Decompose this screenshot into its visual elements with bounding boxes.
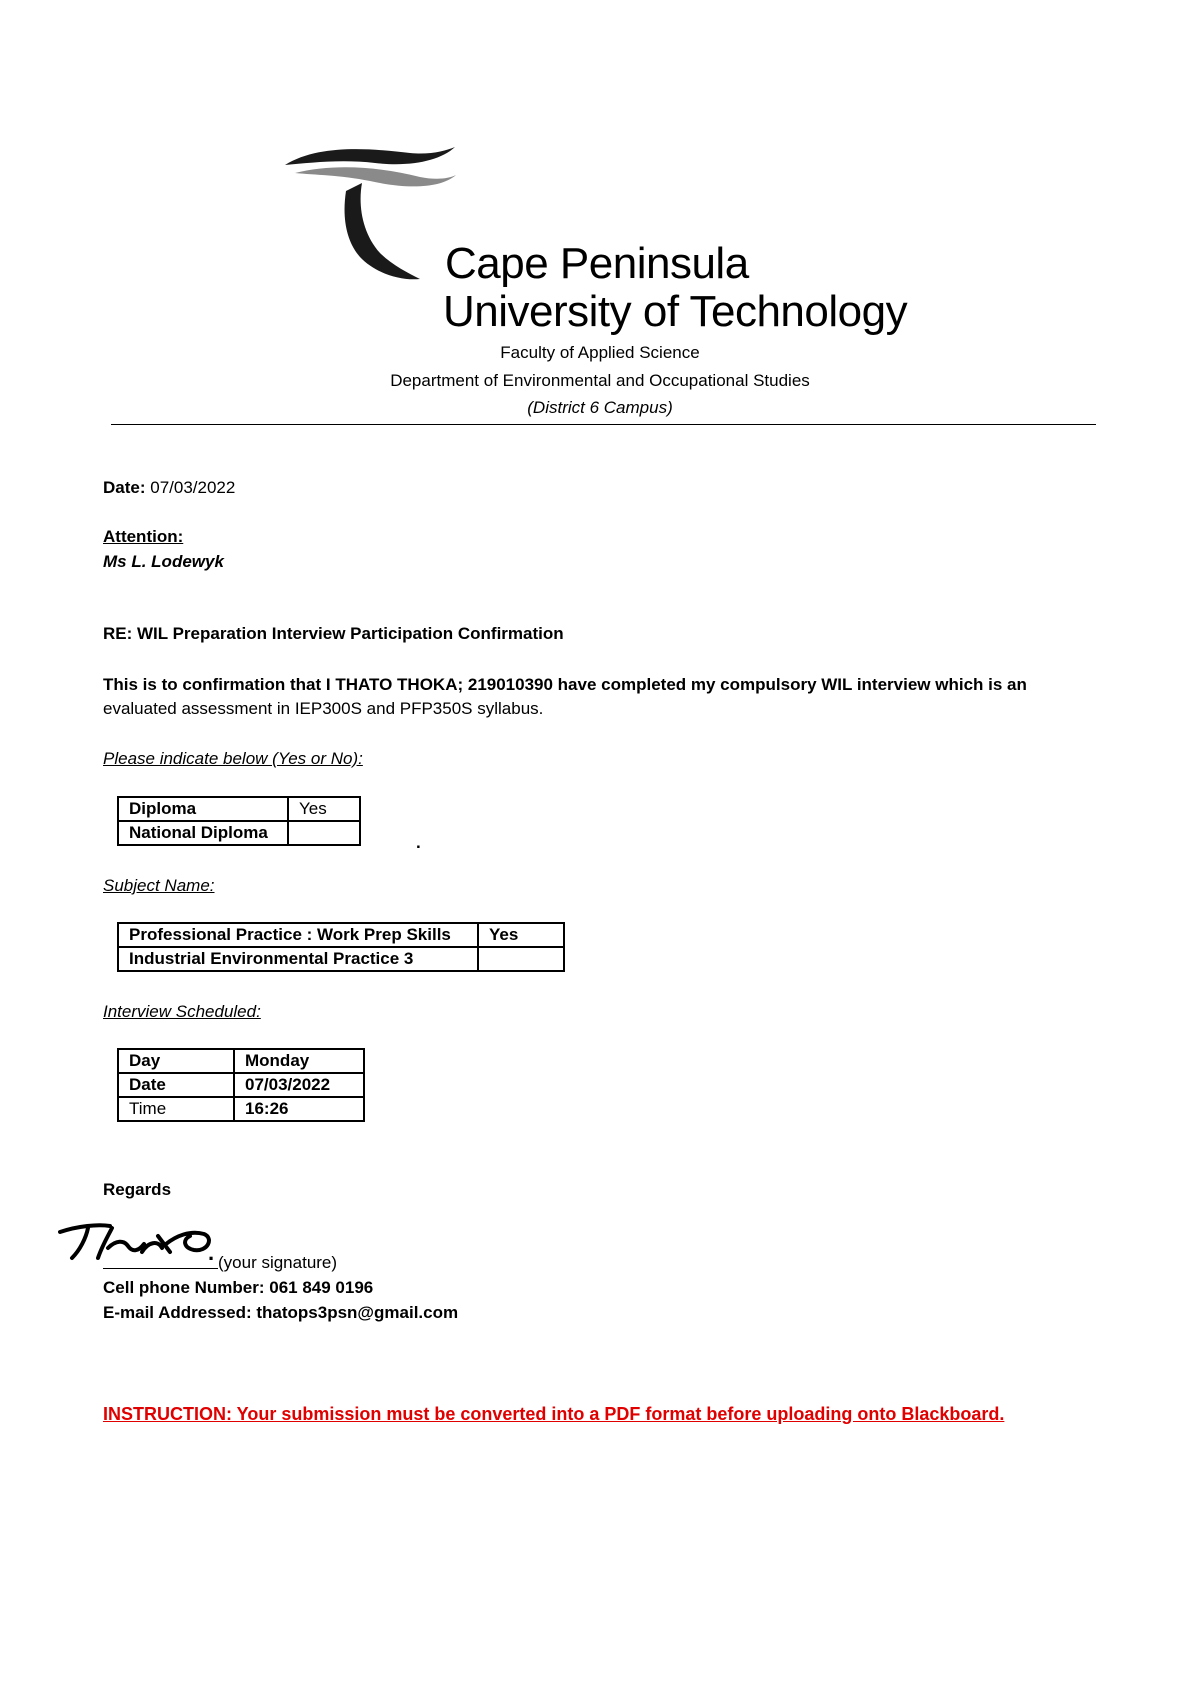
signature-line: [103, 1268, 218, 1269]
signature-note: (your signature): [218, 1253, 338, 1272]
subject-label: Subject Name:: [103, 876, 215, 895]
email-label: E-mail Addressed:: [103, 1303, 252, 1322]
qualification-label: National Diploma: [118, 821, 288, 845]
subject-value: Yes: [478, 923, 564, 947]
re-line: RE: WIL Preparation Interview Participation Confirmation: [103, 624, 564, 643]
attention-name: Ms L. Lodewyk: [103, 552, 224, 571]
interview-label: Interview Scheduled:: [103, 1002, 261, 1021]
interview-value: 07/03/2022: [234, 1073, 364, 1097]
instruction-text: INSTRUCTION: Your submission must be converted into a PDF format before uploading onto Blackboard.: [103, 1404, 1005, 1424]
qualification-table: [117, 796, 361, 846]
table-row: [118, 1097, 364, 1121]
faculty-title: Faculty of Applied Science: [500, 343, 700, 362]
stray-mark: .: [416, 833, 421, 852]
subject-table: [117, 922, 565, 972]
cell-label: Cell phone Number:: [103, 1278, 265, 1297]
university-name-line1: Cape Peninsula: [445, 239, 749, 288]
letter-date: [103, 477, 235, 499]
university-name-line2: University of Technology: [443, 287, 908, 336]
qualification-label: Diploma: [118, 797, 288, 821]
attention-label: Attention:: [103, 527, 184, 546]
cell-value: 061 849 0196: [269, 1278, 374, 1297]
email: [103, 1302, 458, 1324]
date-value: 07/03/2022: [150, 478, 236, 497]
email-value: thatops3psn@gmail.com: [256, 1303, 459, 1322]
date-label: Date:: [103, 478, 146, 497]
subject-name: Industrial Environmental Practice 3: [118, 947, 478, 971]
indicate-label: Please indicate below (Yes or No):: [103, 749, 363, 768]
signature-text: Thato: [58, 1218, 61, 1219]
table-row: [118, 1049, 364, 1073]
table-row: [118, 947, 564, 971]
department-title: Department of Environmental and Occupational Studies: [390, 371, 810, 390]
interview-field: Time: [118, 1097, 234, 1121]
university-logo-icon: [280, 145, 460, 295]
campus-title: (District 6 Campus): [527, 398, 673, 417]
interview-value: 16:26: [234, 1097, 364, 1121]
table-row: [118, 797, 360, 821]
qualification-value: [288, 821, 360, 845]
logo-swoosh-mid: [295, 167, 456, 186]
subject-value: [478, 947, 564, 971]
logo-hook: [345, 183, 420, 279]
body-line-1: This is to confirmation that I THATO THOKA; 219010390 have completed my compulsory WIL interview which is an: [103, 675, 1027, 694]
header-divider: [111, 424, 1096, 425]
regards: Regards: [103, 1180, 172, 1199]
qualification-value: Yes: [288, 797, 360, 821]
signature-dot: .: [208, 1240, 215, 1265]
interview-field: Date: [118, 1073, 234, 1097]
table-row: [118, 1073, 364, 1097]
table-row: [118, 923, 564, 947]
signature-icon: [58, 1218, 218, 1268]
table-row: [118, 821, 360, 845]
cell-phone: [103, 1277, 373, 1299]
body-line-2: evaluated assessment in IEP300S and PFP350S syllabus.: [103, 699, 544, 718]
interview-value: Monday: [234, 1049, 364, 1073]
interview-table: [117, 1048, 365, 1122]
subject-name: Professional Practice : Work Prep Skills: [118, 923, 478, 947]
interview-field: Day: [118, 1049, 234, 1073]
logo-swoosh-top: [285, 147, 455, 165]
